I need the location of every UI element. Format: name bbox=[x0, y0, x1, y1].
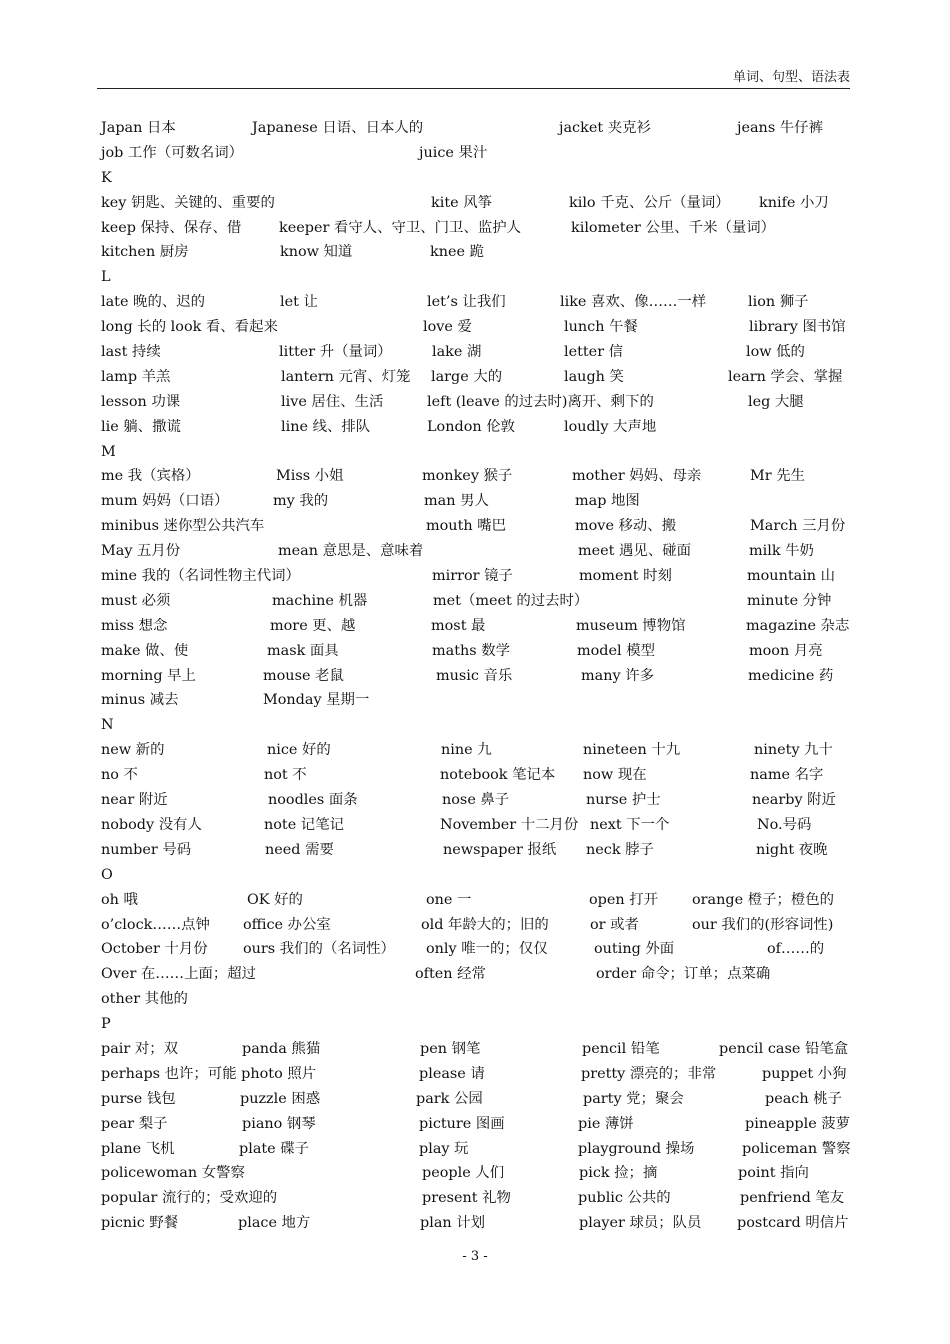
vocab-entry: nine 九 bbox=[441, 742, 492, 759]
vocab-row bbox=[101, 240, 861, 265]
vocab-entry: learn 学会、掌握 bbox=[728, 368, 843, 385]
vocab-row bbox=[101, 1186, 861, 1211]
vocab-entry: Mr 先生 bbox=[750, 468, 805, 485]
vocab-entry: lamp 羊羔 bbox=[101, 368, 171, 385]
vocab-entry: monkey 猴子 bbox=[422, 468, 513, 485]
vocab-entry: pick 捡；摘 bbox=[579, 1165, 658, 1182]
vocab-row bbox=[101, 1037, 861, 1062]
vocab-entry: ninety 九十 bbox=[754, 742, 833, 759]
vocab-entry: move 移动、搬 bbox=[575, 518, 677, 535]
vocab-entry: plate 碟子 bbox=[239, 1140, 310, 1157]
vocab-entry: play 玩 bbox=[419, 1140, 469, 1157]
vocab-entry: kilometer 公里、千米（量词） bbox=[571, 219, 776, 236]
vocab-entry: pencil 铅笔 bbox=[582, 1040, 660, 1057]
vocab-entry: let 让 bbox=[280, 294, 318, 311]
vocab-entry: May 五月份 bbox=[101, 543, 181, 560]
vocab-entry: one 一 bbox=[426, 891, 472, 908]
vocab-entry: number 号码 bbox=[101, 841, 192, 858]
vocab-entry: open 打开 bbox=[589, 891, 659, 908]
vocab-entry: mouth 嘴巴 bbox=[426, 518, 506, 535]
vocab-entry: penfriend 笔友 bbox=[740, 1190, 845, 1207]
section-letter: K bbox=[101, 169, 112, 186]
vocab-entry: late 晚的、迟的 bbox=[101, 294, 206, 311]
vocab-row bbox=[101, 937, 861, 962]
vocab-entry: litter 升（量词） bbox=[279, 344, 392, 361]
vocab-entry: point 指向 bbox=[738, 1165, 809, 1182]
vocab-entry: old 年龄大的；旧的 bbox=[421, 916, 549, 933]
vocab-entry: puppet 小狗 bbox=[762, 1065, 847, 1082]
vocab-entry: jeans 牛仔裤 bbox=[737, 120, 823, 136]
vocab-entry: machine 机器 bbox=[272, 592, 368, 609]
vocab-entry: library 图书馆 bbox=[749, 319, 846, 336]
vocab-entry: letter 信 bbox=[564, 344, 624, 361]
vocab-entry: mother 妈妈、母亲 bbox=[572, 468, 702, 485]
vocab-entry: of……的 bbox=[767, 941, 825, 958]
vocab-entry: nurse 护士 bbox=[586, 792, 661, 809]
vocab-entry: mean 意思是、意味着 bbox=[278, 543, 424, 560]
vocab-row bbox=[101, 589, 861, 614]
vocab-row bbox=[101, 788, 861, 813]
vocab-entry: London 伦敦 bbox=[427, 418, 515, 435]
vocab-entry: job 工作（可数名词） bbox=[101, 144, 244, 161]
vocab-entry: ours 我们的（名词性） bbox=[243, 941, 395, 958]
vocab-entry: near 附近 bbox=[101, 792, 168, 809]
vocab-row bbox=[101, 365, 861, 390]
vocab-entry: moon 月亮 bbox=[749, 642, 823, 659]
vocab-entry: lesson 功课 bbox=[101, 393, 181, 410]
vocab-entry: mirror 镜子 bbox=[432, 568, 513, 585]
vocab-entry: party 党；聚会 bbox=[583, 1090, 684, 1107]
vocab-entry: laugh 笑 bbox=[564, 368, 624, 385]
vocab-entry: o’clock……点钟 bbox=[101, 916, 210, 933]
vocab-entry: mask 面具 bbox=[267, 642, 339, 659]
vocab-entry: miss 想念 bbox=[101, 617, 168, 634]
vocab-entry: museum 博物馆 bbox=[576, 617, 686, 634]
vocab-entry: nearby 附近 bbox=[752, 792, 836, 809]
vocab-entry: map 地图 bbox=[575, 493, 640, 510]
vocab-entry: October 十月份 bbox=[101, 941, 208, 958]
vocab-entry: now 现在 bbox=[583, 767, 647, 784]
vocab-entry: magazine 杂志 bbox=[746, 617, 850, 634]
vocab-entry: long 长的 look 看、看起来 bbox=[101, 319, 278, 336]
vocab-entry: No.号码 bbox=[757, 816, 812, 833]
vocab-entry: like 喜欢、像……一样 bbox=[560, 294, 707, 311]
vocab-entry: please 请 bbox=[419, 1065, 485, 1082]
vocab-entry: only 唯一的；仅仅 bbox=[426, 941, 548, 958]
vocab-entry: perhaps 也许；可能 photo 照片 bbox=[101, 1065, 317, 1082]
vocab-entry: minute 分钟 bbox=[747, 592, 832, 609]
vocab-entry: keeper 看守人、守卫、门卫、监护人 bbox=[279, 219, 522, 236]
vocab-entry: large 大的 bbox=[431, 368, 503, 385]
vocab-row bbox=[101, 1087, 861, 1112]
vocab-entry: mountain 山 bbox=[747, 568, 836, 585]
vocab-entry: mouse 老鼠 bbox=[263, 667, 344, 684]
vocab-entry: pen 钢笔 bbox=[420, 1040, 481, 1057]
vocab-entry: public 公共的 bbox=[578, 1190, 671, 1207]
vocab-entry: night 夜晚 bbox=[756, 841, 828, 858]
vocab-row bbox=[101, 738, 861, 763]
vocab-entry: our 我们的(形容词性) bbox=[692, 916, 834, 933]
vocab-entry: peach 桃子 bbox=[765, 1090, 842, 1107]
vocab-entry: Monday 星期一 bbox=[263, 692, 370, 709]
vocab-entry: Miss 小姐 bbox=[276, 468, 344, 485]
vocab-entry: model 模型 bbox=[577, 642, 655, 659]
vocab-entry: plan 计划 bbox=[420, 1215, 486, 1232]
vocab-entry: picnic 野餐 bbox=[101, 1215, 179, 1232]
vocab-entry: love 爱 bbox=[423, 319, 472, 336]
vocab-entry: low 低的 bbox=[746, 344, 805, 361]
vocab-row bbox=[101, 838, 861, 863]
vocab-entry: new 新的 bbox=[101, 742, 165, 759]
section-letter: N bbox=[101, 717, 114, 734]
vocab-entry: minus 减去 bbox=[101, 692, 179, 709]
vocab-entry: next 下一个 bbox=[590, 816, 670, 833]
vocab-entry: outing 外面 bbox=[594, 941, 675, 958]
vocab-entry: maths 数学 bbox=[432, 642, 511, 659]
vocab-entry: oh 哦 bbox=[101, 891, 138, 908]
vocab-entry: neck 脖子 bbox=[586, 841, 654, 858]
section-letter: M bbox=[101, 443, 116, 460]
vocab-row bbox=[101, 813, 861, 838]
vocab-entry: loudly 大声地 bbox=[564, 418, 657, 435]
vocab-entry: note 记笔记 bbox=[264, 816, 344, 833]
vocab-row bbox=[101, 1062, 861, 1087]
vocab-entry: lunch 午餐 bbox=[564, 319, 638, 336]
section-letter: P bbox=[101, 1016, 111, 1033]
page-header bbox=[97, 68, 850, 89]
vocab-row bbox=[101, 539, 861, 564]
vocab-row bbox=[101, 614, 861, 639]
vocab-entry: present 礼物 bbox=[422, 1190, 511, 1207]
vocab-entry: me 我（宾格） bbox=[101, 468, 200, 485]
vocab-entry: key 钥匙、关键的、重要的 bbox=[101, 194, 275, 211]
vocab-row bbox=[101, 888, 861, 913]
vocab-entry: kitchen 厨房 bbox=[101, 244, 189, 261]
vocab-row bbox=[101, 315, 861, 340]
vocab-row bbox=[101, 763, 861, 788]
vocab-entry: my 我的 bbox=[273, 493, 329, 510]
vocab-row bbox=[101, 116, 861, 141]
vocab-entry: or 或者 bbox=[590, 916, 639, 933]
vocab-entry: policewoman 女警察 bbox=[101, 1165, 245, 1182]
vocab-entry: man 男人 bbox=[424, 493, 489, 510]
vocab-entry: March 三月份 bbox=[750, 518, 846, 535]
vocab-entry: many 许多 bbox=[581, 667, 654, 684]
vocab-row bbox=[101, 564, 861, 589]
vocab-row bbox=[101, 688, 861, 713]
header-title: 单词、句型、语法表 bbox=[732, 70, 850, 85]
vocab-entry: place 地方 bbox=[238, 1215, 311, 1232]
vocab-entry: met（meet 的过去时） bbox=[433, 592, 589, 609]
vocab-entry: popular 流行的；受欢迎的 bbox=[101, 1190, 278, 1207]
vocab-entry: mine 我的（名词性物主代词） bbox=[101, 568, 300, 585]
vocab-entry: know 知道 bbox=[280, 244, 353, 261]
vocab-entry: piano 钢琴 bbox=[242, 1115, 316, 1132]
vocab-row bbox=[101, 191, 861, 216]
vocab-row bbox=[101, 913, 861, 938]
vocab-entry: office 办公室 bbox=[243, 916, 331, 933]
vocab-entry: kilo 千克、公斤（量词） bbox=[569, 194, 730, 211]
section-letter: L bbox=[101, 269, 111, 286]
vocab-entry: Over 在……上面；超过 bbox=[101, 966, 257, 983]
vocab-row bbox=[101, 340, 861, 365]
vocab-entry: noodles 面条 bbox=[268, 792, 358, 809]
vocab-entry: moment 时刻 bbox=[579, 568, 672, 585]
vocab-entry: November 十二月份 bbox=[440, 816, 579, 833]
vocab-entry: last 持续 bbox=[101, 344, 161, 361]
vocab-entry: people 人们 bbox=[422, 1165, 505, 1182]
page-number: - 3 - bbox=[462, 1249, 488, 1264]
vocab-row bbox=[101, 415, 861, 440]
vocab-entry: pair 对；双 bbox=[101, 1040, 179, 1057]
vocab-entry: live 居住、生活 bbox=[281, 393, 384, 410]
vocab-row bbox=[101, 390, 861, 415]
vocab-entry: lion 狮子 bbox=[748, 294, 809, 311]
vocab-entry: nineteen 十九 bbox=[583, 742, 681, 759]
vocab-entry: puzzle 困惑 bbox=[240, 1090, 321, 1107]
vocab-row bbox=[101, 141, 861, 166]
vocab-row bbox=[101, 464, 861, 489]
vocab-entry: knife 小刀 bbox=[759, 194, 829, 211]
vocab-row bbox=[101, 639, 861, 664]
vocab-entry: playground 操场 bbox=[578, 1140, 695, 1157]
vocab-row bbox=[101, 1112, 861, 1137]
vocab-entry: leg 大腿 bbox=[748, 393, 804, 410]
vocab-entry: jacket 夹克衫 bbox=[559, 120, 651, 136]
vocab-row bbox=[101, 1211, 861, 1236]
vocab-entry: Japan 日本 bbox=[101, 120, 176, 136]
vocab-entry: nose 鼻子 bbox=[442, 792, 510, 809]
vocab-entry: more 更、越 bbox=[270, 617, 356, 634]
vocab-entry: let’s 让我们 bbox=[427, 294, 506, 311]
vocab-entry: music 音乐 bbox=[436, 667, 513, 684]
vocab-entry: park 公园 bbox=[416, 1090, 483, 1107]
vocab-entry: pear 梨子 bbox=[101, 1115, 168, 1132]
vocab-entry: OK 好的 bbox=[247, 891, 303, 908]
vocab-entry: pretty 漂亮的；非常 bbox=[581, 1065, 717, 1082]
vocab-entry: need 需要 bbox=[265, 841, 334, 858]
vocab-entry: most 最 bbox=[431, 617, 486, 634]
vocab-entry: pie 薄饼 bbox=[578, 1115, 634, 1132]
vocab-entry: purse 钱包 bbox=[101, 1090, 176, 1107]
vocab-entry: notebook 笔记本 bbox=[440, 767, 556, 784]
vocab-entry: not 不 bbox=[264, 767, 307, 784]
vocab-entry: policeman 警察 bbox=[742, 1140, 851, 1157]
vocab-entry: meet 遇见、碰面 bbox=[578, 543, 691, 560]
vocab-entry: nice 好的 bbox=[267, 742, 331, 759]
vocab-entry: no 不 bbox=[101, 767, 138, 784]
vocab-row bbox=[101, 290, 861, 315]
vocab-entry: keep 保持、保存、借 bbox=[101, 219, 242, 236]
vocab-entry: picture 图画 bbox=[419, 1115, 505, 1132]
vocab-entry: order 命令；订单；点菜确 bbox=[596, 966, 771, 983]
vocab-entry: juice 果汁 bbox=[419, 144, 488, 161]
vocab-entry: pineapple 菠萝 bbox=[745, 1115, 851, 1132]
vocab-entry: panda 熊猫 bbox=[242, 1040, 321, 1057]
vocab-entry: must 必须 bbox=[101, 592, 171, 609]
vocab-row bbox=[101, 987, 861, 1012]
vocab-entry: lie 躺、撒谎 bbox=[101, 418, 181, 435]
vocab-entry: newspaper 报纸 bbox=[443, 841, 557, 858]
vocab-row bbox=[101, 489, 861, 514]
vocab-entry: mum 妈妈（口语） bbox=[101, 493, 229, 510]
vocab-entry: Japanese 日语、日本人的 bbox=[252, 120, 424, 136]
vocabulary-list bbox=[101, 116, 861, 1236]
vocab-row bbox=[101, 216, 861, 241]
vocab-entry: kite 风筝 bbox=[431, 194, 492, 211]
vocab-row bbox=[101, 962, 861, 987]
vocab-entry: lake 湖 bbox=[432, 344, 482, 361]
vocab-row bbox=[101, 1161, 861, 1186]
vocab-entry: knee 跪 bbox=[430, 244, 484, 261]
vocab-entry: make 做、使 bbox=[101, 642, 189, 659]
vocab-entry: minibus 迷你型公共汽车 bbox=[101, 518, 265, 535]
vocab-entry: morning 早上 bbox=[101, 667, 196, 684]
vocab-entry: orange 橙子；橙色的 bbox=[692, 891, 835, 908]
vocab-row bbox=[101, 664, 861, 689]
vocab-row bbox=[101, 514, 861, 539]
vocab-entry: often 经常 bbox=[415, 966, 486, 983]
section-letter: O bbox=[101, 866, 113, 883]
vocab-entry: name 名字 bbox=[750, 767, 824, 784]
vocab-entry: plane 飞机 bbox=[101, 1140, 175, 1157]
vocab-entry: postcard 明信片 bbox=[737, 1215, 849, 1232]
vocab-row bbox=[101, 1137, 861, 1162]
vocab-entry: player 球员；队员 bbox=[579, 1215, 702, 1232]
vocab-entry: other 其他的 bbox=[101, 991, 188, 1008]
vocab-entry: line 线、排队 bbox=[281, 418, 371, 435]
vocab-entry: milk 牛奶 bbox=[749, 543, 814, 560]
vocab-entry: medicine 药 bbox=[748, 667, 834, 684]
vocab-entry: nobody 没有人 bbox=[101, 816, 202, 833]
vocab-entry: lantern 元宵、灯笼 bbox=[281, 368, 411, 385]
vocab-entry: left (leave 的过去时)离开、剩下的 bbox=[427, 393, 654, 410]
vocab-entry: pencil case 铅笔盒 bbox=[719, 1040, 849, 1057]
